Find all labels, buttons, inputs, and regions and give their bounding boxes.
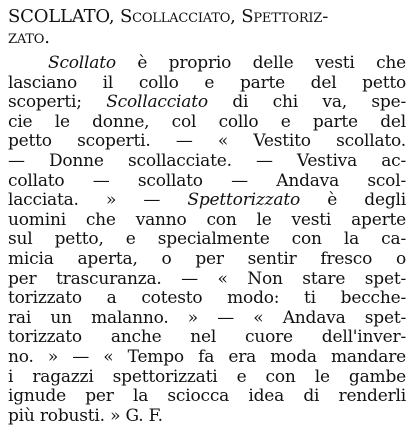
text-run: per trascuranza. — « Non stare spet- <box>8 268 406 289</box>
text-run: petto scoperti. — « Vestito scollato. <box>8 131 406 152</box>
italic-term: Scollato <box>48 53 116 73</box>
text-run: collato — scollato — Andava scol- <box>8 170 406 191</box>
text-run: sul petto, e specialmente con la ca- <box>8 229 406 250</box>
entry-line <box>8 74 406 94</box>
text-run: uomini che vanno con le vesti aperte <box>8 209 406 230</box>
entry-line <box>8 309 406 329</box>
entry-line <box>8 152 406 172</box>
entry-line <box>8 270 406 290</box>
entry-line <box>8 54 406 74</box>
entry-line <box>8 250 406 270</box>
text-run: scoperti; <box>8 92 107 113</box>
entry-line <box>8 93 406 113</box>
entry-line <box>8 407 406 427</box>
entry-line <box>8 348 406 368</box>
dictionary-entry <box>8 6 406 426</box>
text-run: micia aperta, o per sentir fresco o <box>8 248 406 269</box>
entry-line <box>8 289 406 309</box>
italic-term: Scollacciato <box>106 92 208 113</box>
entry-line <box>8 387 406 407</box>
text-run: — Donne scollacciate. — Vestiva ac- <box>8 150 406 171</box>
entry-line <box>8 191 406 211</box>
entry-heading <box>8 6 406 27</box>
entry-line <box>8 172 406 192</box>
entry-body <box>8 54 406 426</box>
headword: SCOLLATO, <box>8 6 115 27</box>
text-run: è proprio delle vesti che <box>115 53 406 73</box>
text-run: lacciata. » — <box>8 190 188 211</box>
text-run: ignude per la sciocca idea di renderli <box>8 386 406 407</box>
entry-line <box>8 132 406 152</box>
variant-spettorizzato-cont: zato. <box>8 27 50 48</box>
entry-heading-cont <box>8 27 406 48</box>
text-run: più robusti. » G. F. <box>8 405 163 426</box>
text-run: torizzato anche nel cuore dell'inver- <box>8 327 406 348</box>
text-run: è degli <box>300 190 406 211</box>
variant-scollacciato: Scollacciato, <box>119 6 236 27</box>
text-run: no. » — « Tempo fa era moda mandare <box>8 346 406 367</box>
entry-line <box>8 113 406 133</box>
text-run: rai un malanno. » — « Andava spet- <box>8 307 406 328</box>
text-run: cie le donne, col collo e parte del <box>8 111 406 132</box>
italic-term: Spettorizzato <box>187 190 300 211</box>
entry-line <box>8 368 406 388</box>
entry-line <box>8 211 406 231</box>
text-run: i ragazzi spettorizzati e con le gambe <box>8 366 406 387</box>
variant-spettorizzato: Spettoriz- <box>241 6 329 27</box>
text-run: di chi va, spe- <box>207 92 406 113</box>
text-run: lasciano il collo e parte del petto <box>8 72 406 93</box>
entry-line <box>8 328 406 348</box>
entry-line <box>8 230 406 250</box>
text-run: torizzato a cotesto modo: ti becche- <box>8 288 406 309</box>
